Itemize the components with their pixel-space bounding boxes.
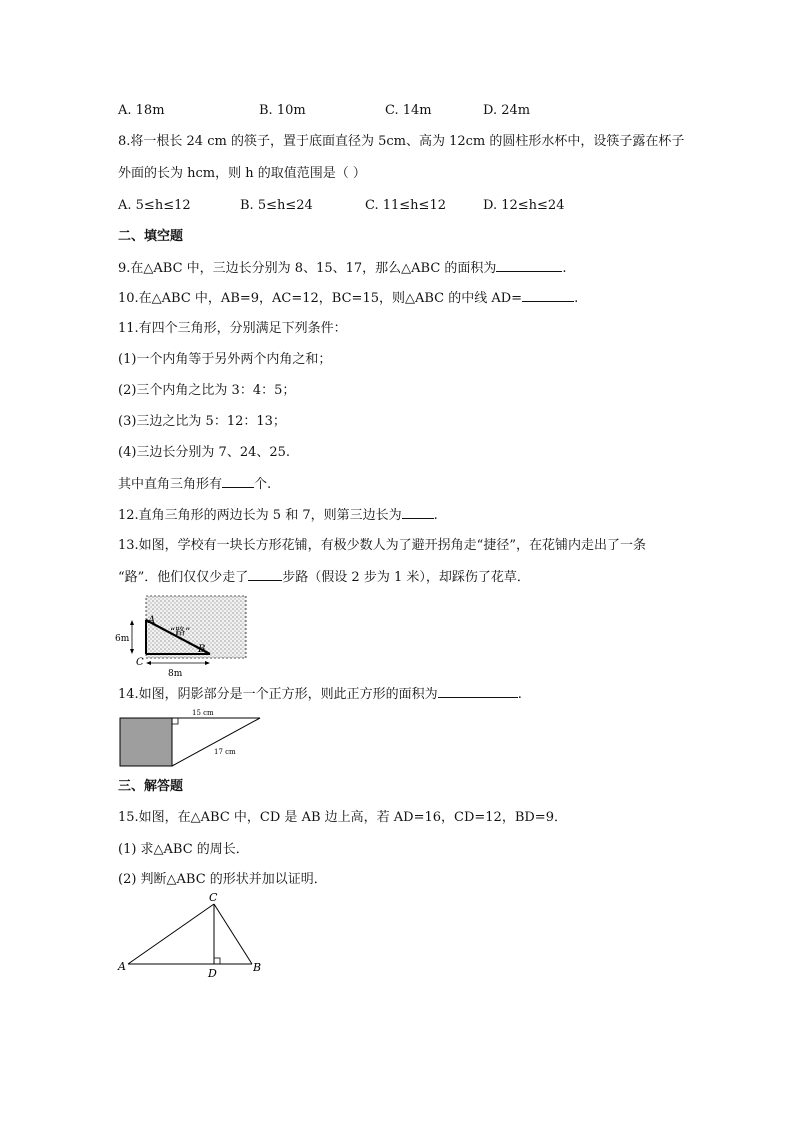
q13-label-a: A <box>148 615 156 626</box>
section-fill-in-heading: 二、填空题 <box>118 229 184 244</box>
q14-hyp-length: 17 cm <box>214 748 236 756</box>
q7-options <box>118 101 678 121</box>
q9-end: . <box>562 261 567 276</box>
q13-stem-line2 <box>118 567 530 588</box>
q13-side-ac: 6m <box>115 634 130 644</box>
q11-item-1: (1)一个内角等于另外两个内角之和； <box>118 352 332 367</box>
q12-answer-blank[interactable] <box>402 505 434 519</box>
q15-label-b: B <box>253 961 262 974</box>
q9-stem: 9.在△ABC 中，三边长分别为 8、15、17，那么△ABC 的面积为 <box>118 261 497 276</box>
q10-answer-blank[interactable] <box>522 288 574 302</box>
q15-triangle-figure <box>112 890 272 982</box>
q7-option-d: D. 24m <box>483 103 531 118</box>
section-answer-heading: 三、解答题 <box>118 779 184 794</box>
q9 <box>118 258 567 279</box>
q10 <box>118 288 578 309</box>
q15-stem: 15.如图，在△ABC 中，CD 是 AB 边上高，若 AD=16，CD=12，BD=9． <box>118 810 567 825</box>
q14-square-figure <box>112 706 264 768</box>
q13-flowerbed-figure <box>112 592 252 680</box>
q11-item-3: (3)三边之比为 5：12：13； <box>118 414 286 429</box>
q15-part1: (1) 求△ABC 的周长． <box>118 842 249 857</box>
q8-option-c: C. 11≤h≤12 <box>365 198 446 213</box>
q14-answer-blank[interactable] <box>438 684 518 698</box>
q15-label-a: A <box>118 960 126 973</box>
q11-ask-end: 个. <box>254 477 272 492</box>
q8-stem-line2: 外面的长为 hcm，则 h 的取值范围是（ ） <box>118 166 366 181</box>
q15-part2: (2) 判断△ABC 的形状并加以证明． <box>118 872 327 887</box>
q14-end: . <box>517 687 522 702</box>
q12-stem: 12.直角三角形的两边长为 5 和 7，则第三边长为 <box>118 508 402 523</box>
q13-path-label: “路” <box>170 627 191 638</box>
q7-option-c: C. 14m <box>385 103 432 118</box>
q13-stem-pre: “路”．他们仅仅少走了 <box>118 570 249 585</box>
q7-option-b: B. 10m <box>259 103 306 118</box>
q13-answer-blank[interactable] <box>248 567 282 581</box>
q8-options <box>118 196 678 216</box>
q13-label-c: C <box>136 657 144 668</box>
q14 <box>118 684 522 705</box>
q7-option-a: A. 18m <box>118 103 165 118</box>
q8-option-d: D. 12≤h≤24 <box>483 198 565 213</box>
q13-stem-line1: 13.如图，学校有一块长方形花铺，有极少数人为了避开拐角走“捷径”，在花铺内走出了一条 <box>118 538 646 553</box>
q8-option-a: A. 5≤h≤12 <box>118 198 191 213</box>
shaded-square <box>120 718 172 766</box>
q14-stem: 14.如图，阴影部分是一个正方形，则此正方形的面积为 <box>118 687 438 702</box>
q12-end: . <box>433 508 438 523</box>
q11-ask <box>118 474 271 495</box>
q15-label-c: C <box>209 891 218 904</box>
q8-option-b: B. 5≤h≤24 <box>240 198 313 213</box>
q15-label-d: D <box>208 967 217 980</box>
q13-stem-post: 步路（假设 2 步为 1 米），却踩伤了花草． <box>282 570 530 585</box>
q14-top-length: 15 cm <box>192 709 214 717</box>
q13-side-cb: 8m <box>168 669 183 679</box>
q11-ask-text: 其中直角三角形有 <box>118 477 223 492</box>
q11-answer-blank[interactable] <box>222 474 254 488</box>
q11-item-2: (2)三个内角之比为 3：4：5； <box>118 383 296 398</box>
q8-stem-line1: 8.将一根长 24 cm 的筷子，置于底面直径为 5cm、高为 12cm 的圆柱形水杯中，设筷子露在杯子 <box>118 134 685 149</box>
q10-end: . <box>574 291 579 306</box>
q11-stem: 11.有四个三角形，分别满足下列条件： <box>118 321 347 336</box>
q11-item-4: (4)三边长分别为 7、24、25. <box>118 445 291 460</box>
q13-label-b: B <box>198 644 206 655</box>
q12 <box>118 505 438 526</box>
q10-stem: 10.在△ABC 中，AB=9，AC=12，BC=15，则△ABC 的中线 AD= <box>118 291 523 306</box>
q9-answer-blank[interactable] <box>496 258 562 272</box>
